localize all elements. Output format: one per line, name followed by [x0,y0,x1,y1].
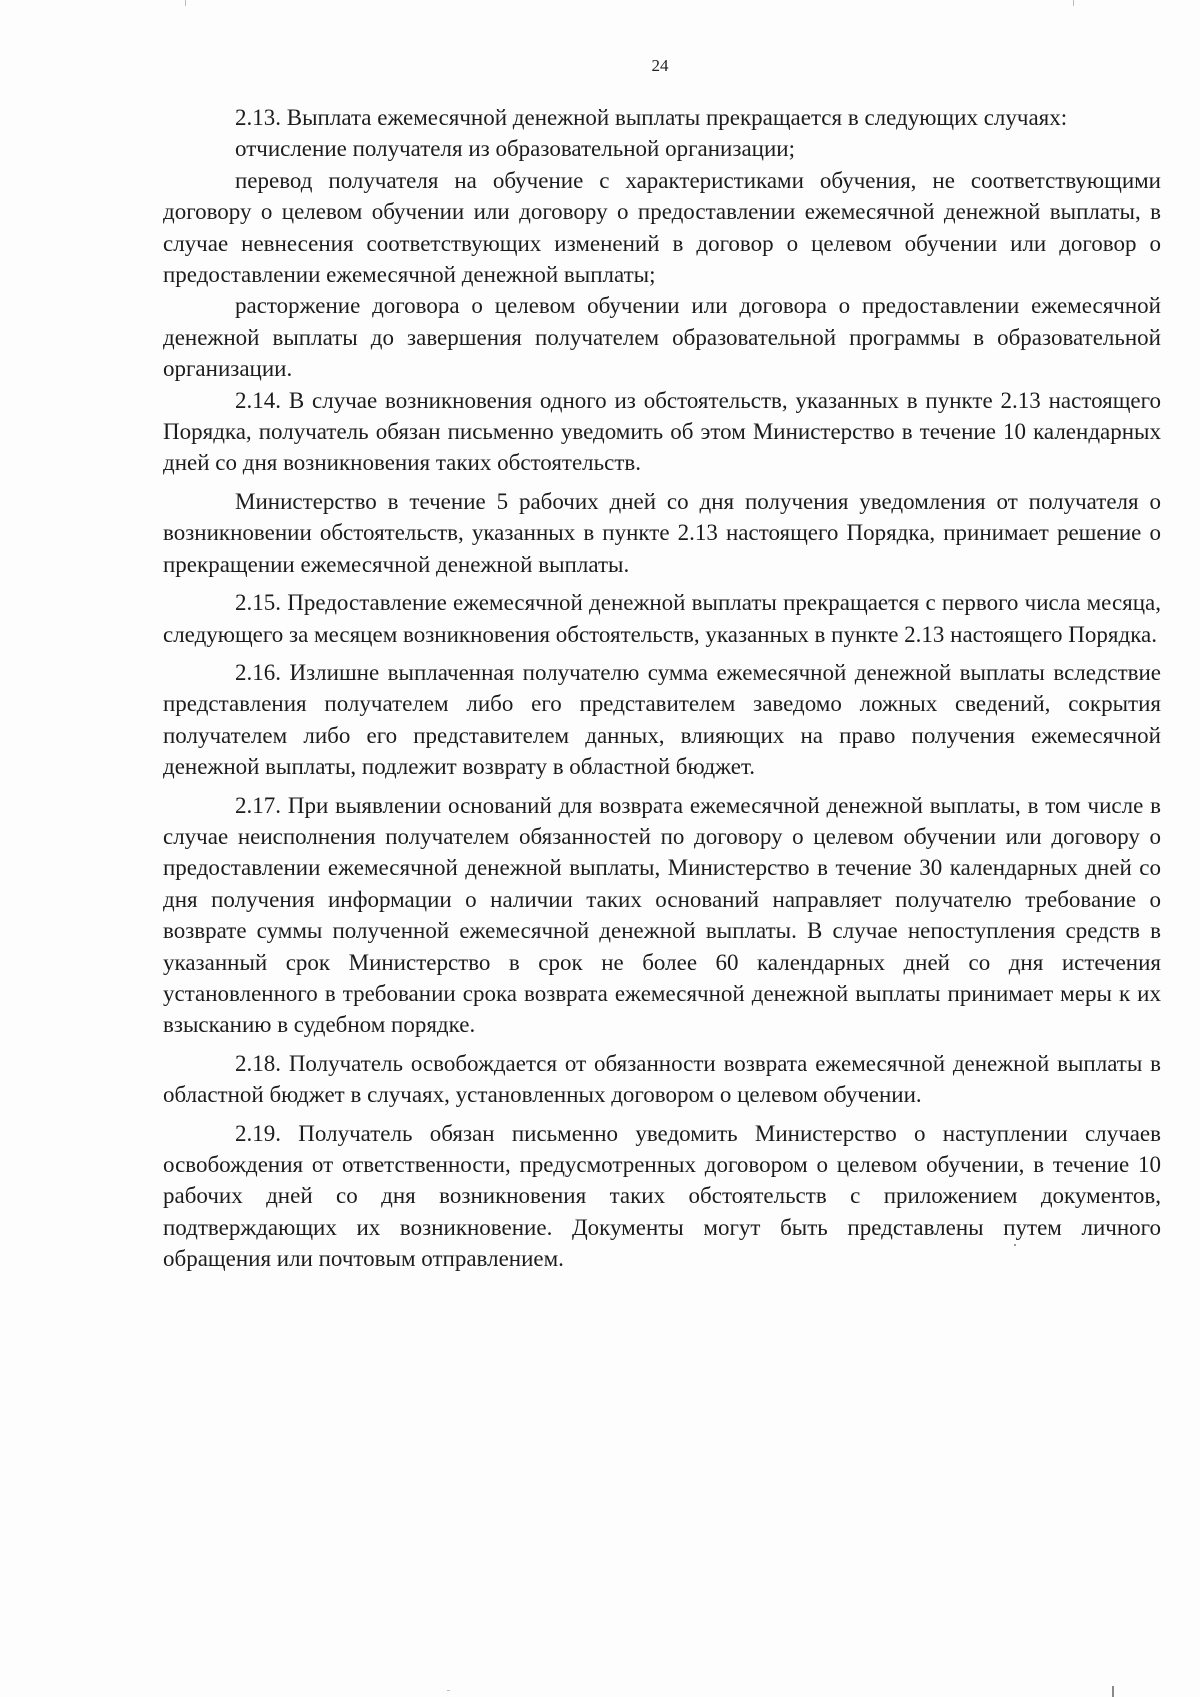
scan-artifact-mark [1073,0,1074,6]
scan-artifact-mark [185,0,186,6]
scan-speck [447,1690,450,1691]
paragraph-transfer: перевод получателя на обучение с характеристиками обучения, не соответствующими договору о целевом обучении или договору о предоставлении ежемесячной денежной выплаты, в случае невнесения соответствующих изменений в договор о целевом обучении или договор о предоставлении ежемесячной денежной выплаты; [163,167,1161,288]
scan-speck [1014,1244,1016,1246]
paragraph-2-17: 2.17. При выявлении оснований для возврата ежемесячной денежной выплаты, в том числе в случае неисполнения получателем обязанностей по договору о целевом обучении или договору о предоставлении ежемесячной денежной выплаты, Министерство в течение 30 календарных дней со дня получения информации о наличии таких оснований направляет получателю требование о возврате суммы полученной ежемесячной денежной выплаты. В случае непоступления средств в указанный срок Министерство в срок не более 60 календарных дней со дня истечения установленного в требовании срока возврата ежемесячной денежной выплаты принимает меры к их взысканию в судебном порядке. [163,792,1161,1038]
paragraph-termination: расторжение договора о целевом обучении или договора о предоставлении ежемесячной денежной выплаты до завершения получателем образовательной программы в образовательной организации. [163,293,1161,382]
paragraph-2-16: 2.16. Излишне выплаченная получателю сумма ежемесячной денежной выплаты вследствие представления получателем либо его представителем заведомо ложных сведений, сокрытия получателем либо его представителем данных, влияющих на право получения ежемесячной денежной выплаты, подлежит возврату в областной бюджет. [163,659,1161,780]
paragraph-2-14: 2.14. В случае возникновения одного из обстоятельств, указанных в пункте 2.13 настоящего Порядка, получатель обязан письменно уведомить об этом Министерство в течение 10 календарных дней со дня возникновения таких обстоятельств. [163,387,1161,476]
paragraph-2-18: 2.18. Получатель освобождается от обязанности возврата ежемесячной денежной выплаты в областной бюджет в случаях, установленных договором о целевом обучении. [163,1050,1161,1108]
paragraph-ministry-decision: Министерство в течение 5 рабочих дней со дня получения уведомления от получателя о возникновении обстоятельств, указанных в пункте 2.13 настоящего Порядка, принимает решение о прекращении ежемесячной денежной выплаты. [163,488,1161,577]
paragraph-2-19: 2.19. Получатель обязан письменно уведомить Министерство о наступлении случаев освобождения от ответственности, предусмотренных договором о целевом обучении, в течение 10 рабочих дней со дня возникновения таких обстоятельств с приложением документов, подтверждающих их возникновение. Документы могут быть представлены путем личного обращения или почтовым отправлением. [163,1120,1161,1272]
scan-artifact-mark [1112,1686,1114,1697]
document-body [163,102,1161,1275]
paragraph-2-13: 2.13. Выплата ежемесячной денежной выплаты прекращается в следующих случаях: [235,105,1068,130]
paragraph-2-15: 2.15. Предоставление ежемесячной денежной выплаты прекращается с первого числа месяца, следующего за месяцем возникновения обстоятельств, указанных в пункте 2.13 настоящего Порядка. [163,590,1161,647]
paragraph-expulsion: отчисление получателя из образовательной организации; [235,136,795,162]
page-number: 24 [651,56,669,75]
